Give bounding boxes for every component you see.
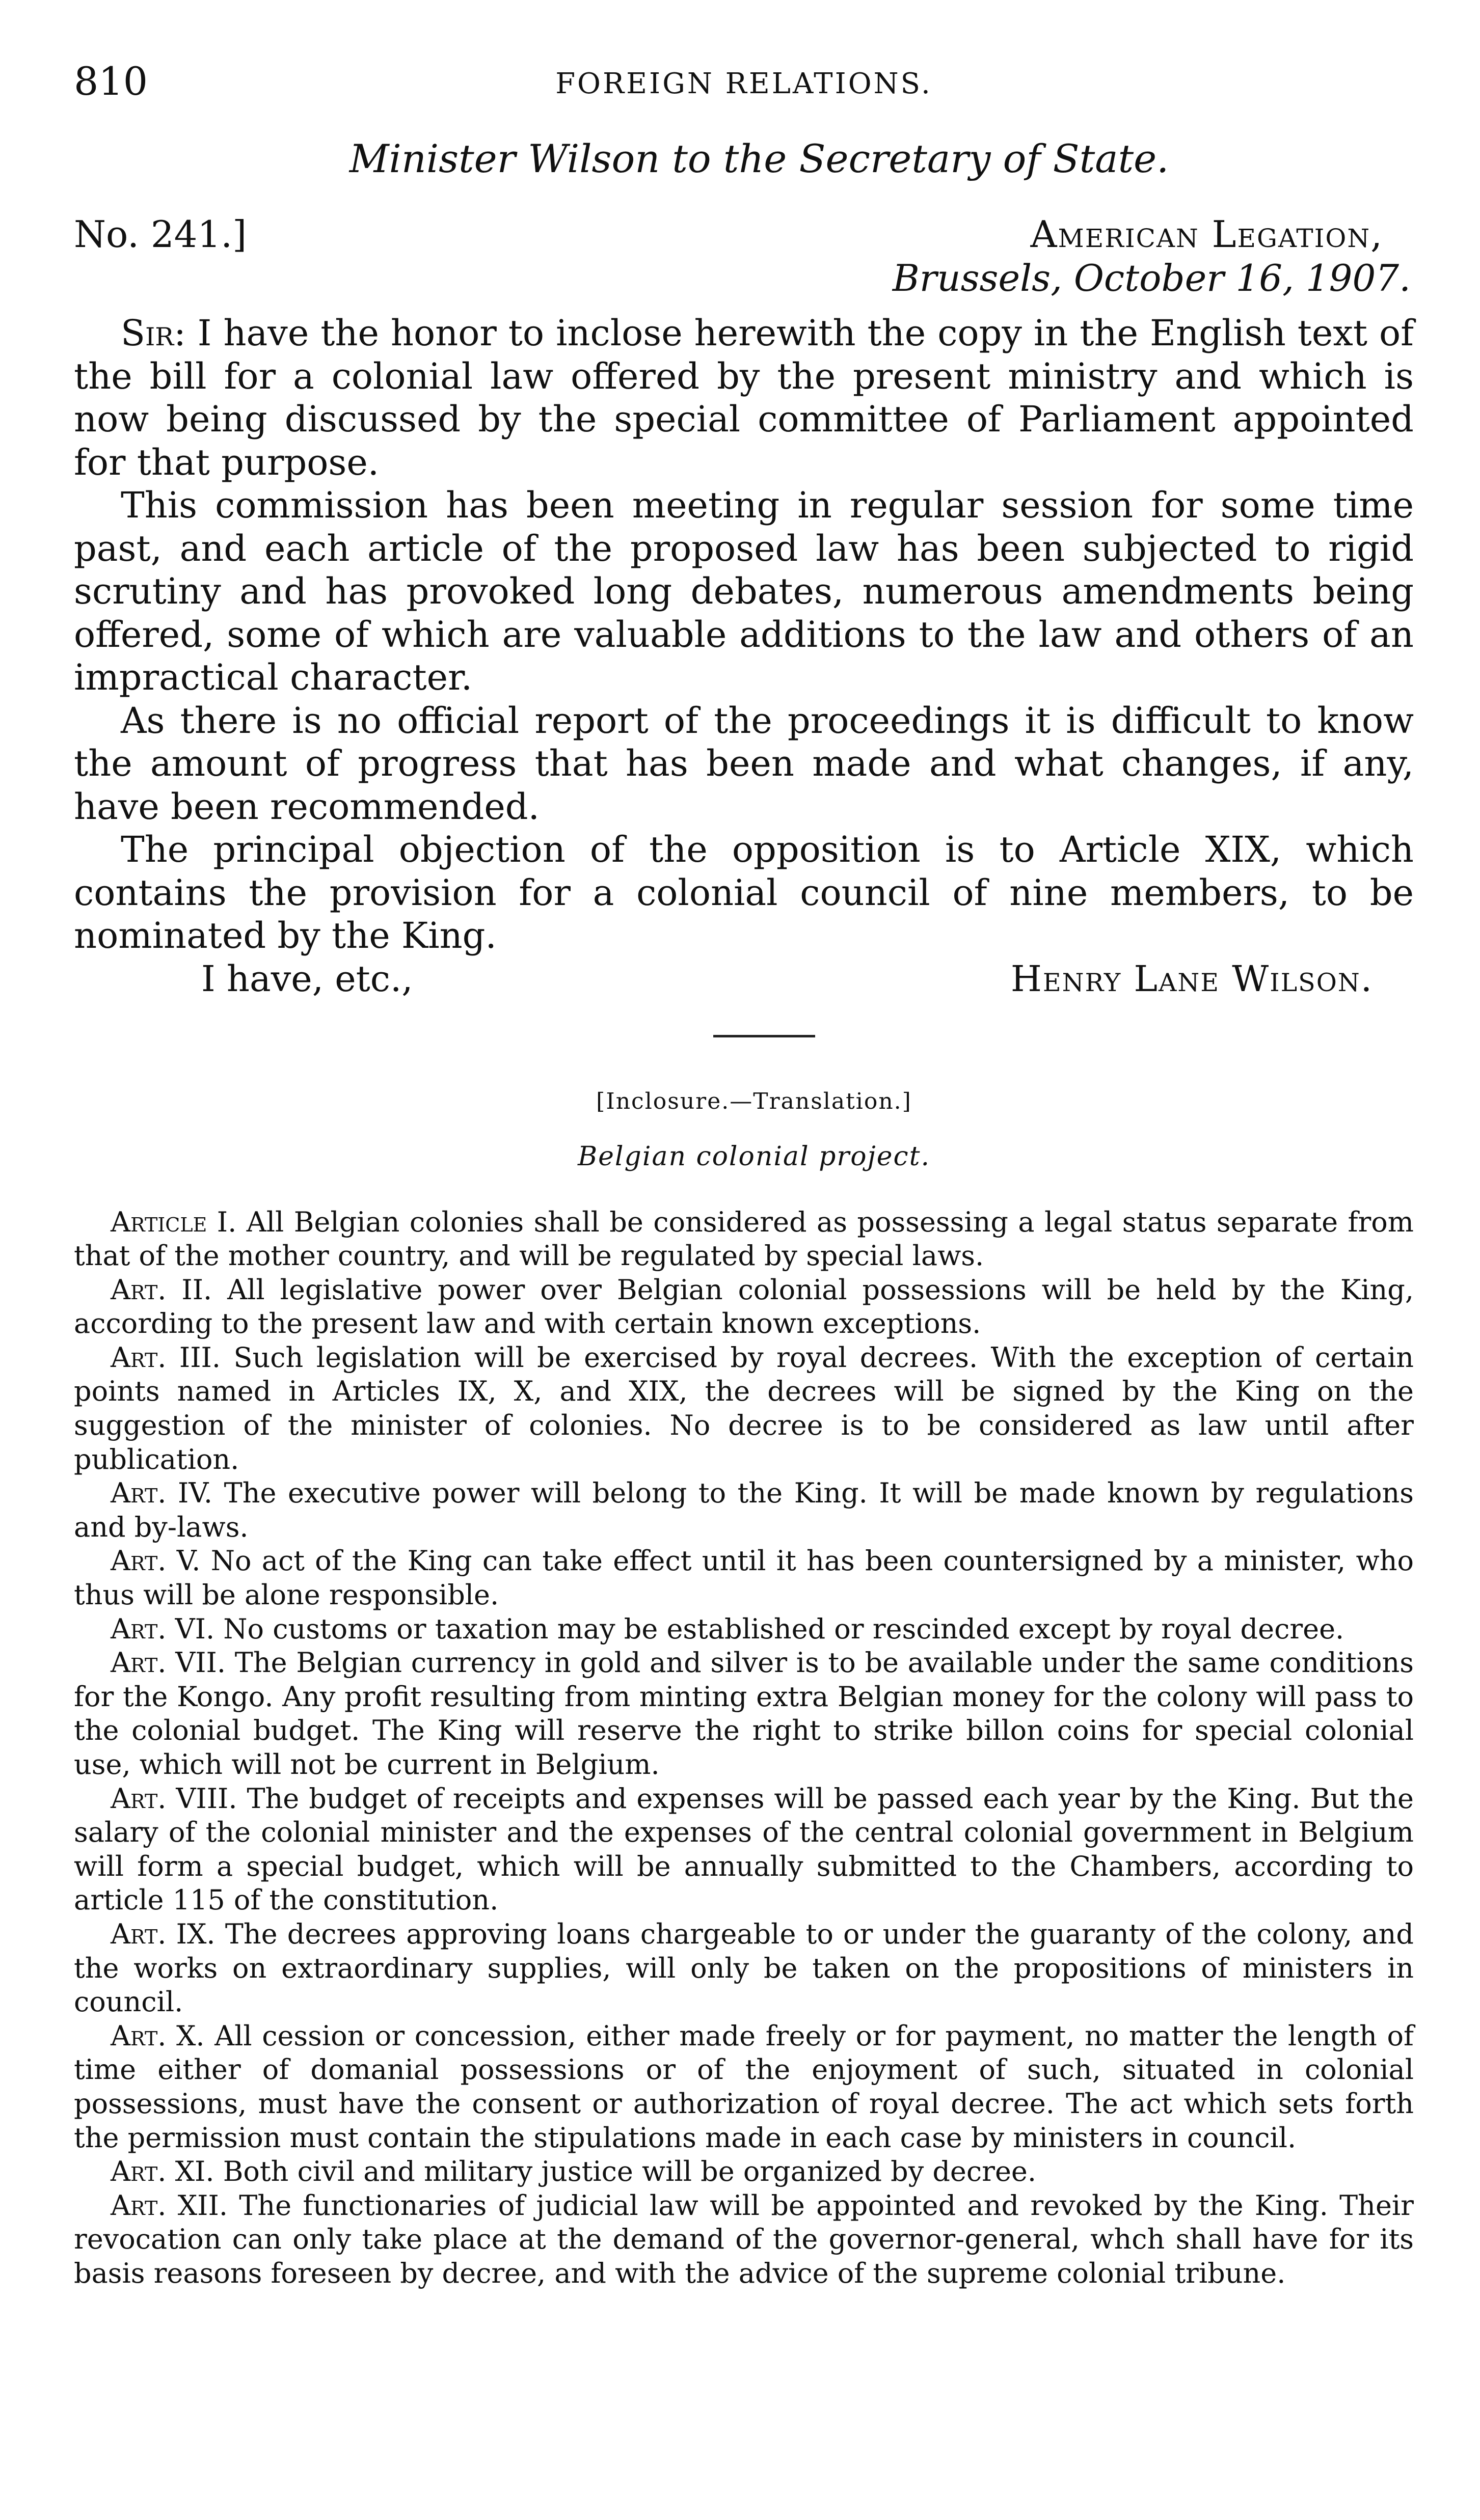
article-label: Art. XII. xyxy=(111,2189,228,2222)
article-item xyxy=(74,1612,1414,1647)
article-text: The functionaries of judicial law will be appointed and revoked by the King. Their revocation can only take place at the demand of the governor-general, whch shall have for its basis reasons foreseen by decree, and with the advice of the supreme colonial tribune. xyxy=(74,2189,1414,2289)
letter-paragraph: As there is no official report of the proceedings it is difficult to know the amount of progress that has been made and what changes, if any, have been recommended. xyxy=(74,699,1414,828)
article-label: Art. VIII. xyxy=(111,1782,237,1815)
letter-paragraph xyxy=(74,312,1414,484)
article-text: The decrees approving loans chargeable to or under the guaranty of the colony, and the works on extraordinary supplies, will only be taken on the propositions of ministers in council. xyxy=(74,1918,1414,2018)
article-label: Art. VI. xyxy=(111,1612,215,1645)
running-head xyxy=(74,56,1414,112)
articles-list xyxy=(74,1206,1414,2291)
article-text: The Belgian currency in gold and silver is to be available under the same conditions for the Kongo. Any profit resulting from minting extra Belgian money for the colony will pass to the colonial budget. The King will reserve the right to strike billon coins for special colonial use, which will not be current in Belgium. xyxy=(74,1647,1414,1781)
article-text: Such legislation will be exercised by royal decrees. With the exception of certain points named in Articles IX, X, and XIX, the decrees will be signed by the King on the suggestion of the minister of colonies. No decree is to be considered as law until after publication. xyxy=(74,1341,1414,1475)
article-label: Art. X. xyxy=(111,2019,205,2052)
article-item xyxy=(74,1273,1414,1341)
paragraph-text: I have the honor to inclose herewith the copy in the English text of the bill for a colonial law offered by the present ministry and which is now being discussed by the special committee of Parliament appointed for that purpose. xyxy=(74,312,1414,483)
letter-paragraph: This commission has been meeting in regular session for some time past, and each article of the proposed law has been subjected to rigid scrutiny and has provoked long debates, numerous amendments being offered, some of which are valuable additions to the law and others of an impractical character. xyxy=(74,484,1414,698)
project-title: Belgian colonial project. xyxy=(577,1141,931,1172)
article-text: No customs or taxation may be established or rescinded except by royal decree. xyxy=(214,1612,1344,1645)
legation-line: American Legation, xyxy=(1030,213,1383,256)
letter-closing xyxy=(74,957,1414,1003)
letter-heading: Minister Wilson to the Secretary of State. xyxy=(349,136,1169,181)
article-text: No act of the King can take effect until it has been countersigned by a minister, who thus will be alone responsible. xyxy=(74,1545,1414,1611)
article-item xyxy=(74,1476,1414,1544)
closing-phrase: I have, etc., xyxy=(201,957,413,1000)
dateline: Brussels, October 16, 1907. xyxy=(892,257,1411,299)
article-item xyxy=(74,2019,1414,2155)
article-label: Article I. xyxy=(111,1206,237,1238)
article-text: Both civil and military justice will be organized by decree. xyxy=(214,2155,1037,2188)
article-label: Art. IX. xyxy=(111,1918,216,1950)
document-number: No. 241.] xyxy=(74,213,247,256)
article-text: The executive power will belong to the King. It will be made known by regulations and by-laws. xyxy=(74,1477,1414,1543)
letter-paragraph: The principal objection of the opposition is to Article XIX, which contains the provision for a colonial council of nine members, to be nominated by the King. xyxy=(74,829,1414,956)
salutation: Sir: xyxy=(121,312,186,354)
article-item xyxy=(74,1918,1414,2019)
article-label: Art. II. xyxy=(111,1273,212,1306)
article-label: Art. VII. xyxy=(111,1647,226,1679)
article-item xyxy=(74,1341,1414,1476)
article-item xyxy=(74,1544,1414,1612)
article-label: Art. III. xyxy=(111,1341,221,1374)
letter-body xyxy=(74,312,1414,957)
letter-header xyxy=(74,210,1414,312)
document-page xyxy=(74,56,1414,2291)
section-divider xyxy=(713,1035,815,1037)
article-label: Art. IV. xyxy=(111,1477,213,1510)
article-label: Art. XI. xyxy=(111,2155,214,2188)
article-text: All Belgian colonies shall be considered as possessing a legal status separate from that of the mother country, and will be regulated by special laws. xyxy=(74,1206,1414,1272)
article-item xyxy=(74,1206,1414,1273)
article-text: The budget of receipts and expenses will be passed each year by the King. But the salary of the colonial minister and the expenses of the central colonial government in Belgium will form a special budget, which will be annually submitted to the Chambers, according to article 115 of the constitution. xyxy=(74,1782,1414,1916)
article-item xyxy=(74,2189,1414,2291)
article-item xyxy=(74,2155,1414,2189)
article-text: All legislative power over Belgian colonial possessions will be held by the King, according to the present law and with certain known exceptions. xyxy=(74,1273,1414,1340)
inclosure-note: [Inclosure.—Translation.] xyxy=(596,1088,912,1114)
article-item xyxy=(74,1646,1414,1782)
page-number: 810 xyxy=(74,59,148,104)
article-label: Art. V. xyxy=(111,1545,201,1577)
article-item xyxy=(74,1782,1414,1918)
signature: Henry Lane Wilson. xyxy=(1010,957,1373,1000)
running-title: FOREIGN RELATIONS. xyxy=(555,67,932,100)
article-text: All cession or concession, either made freely or for payment, no matter the length of time either of domanial possessions or of the enjoyment of such, situated in colonial possessions, must have the consent or authorization of royal decree. The act which sets forth the permission must contain the stipulations made in each case by ministers in council. xyxy=(74,2019,1414,2154)
